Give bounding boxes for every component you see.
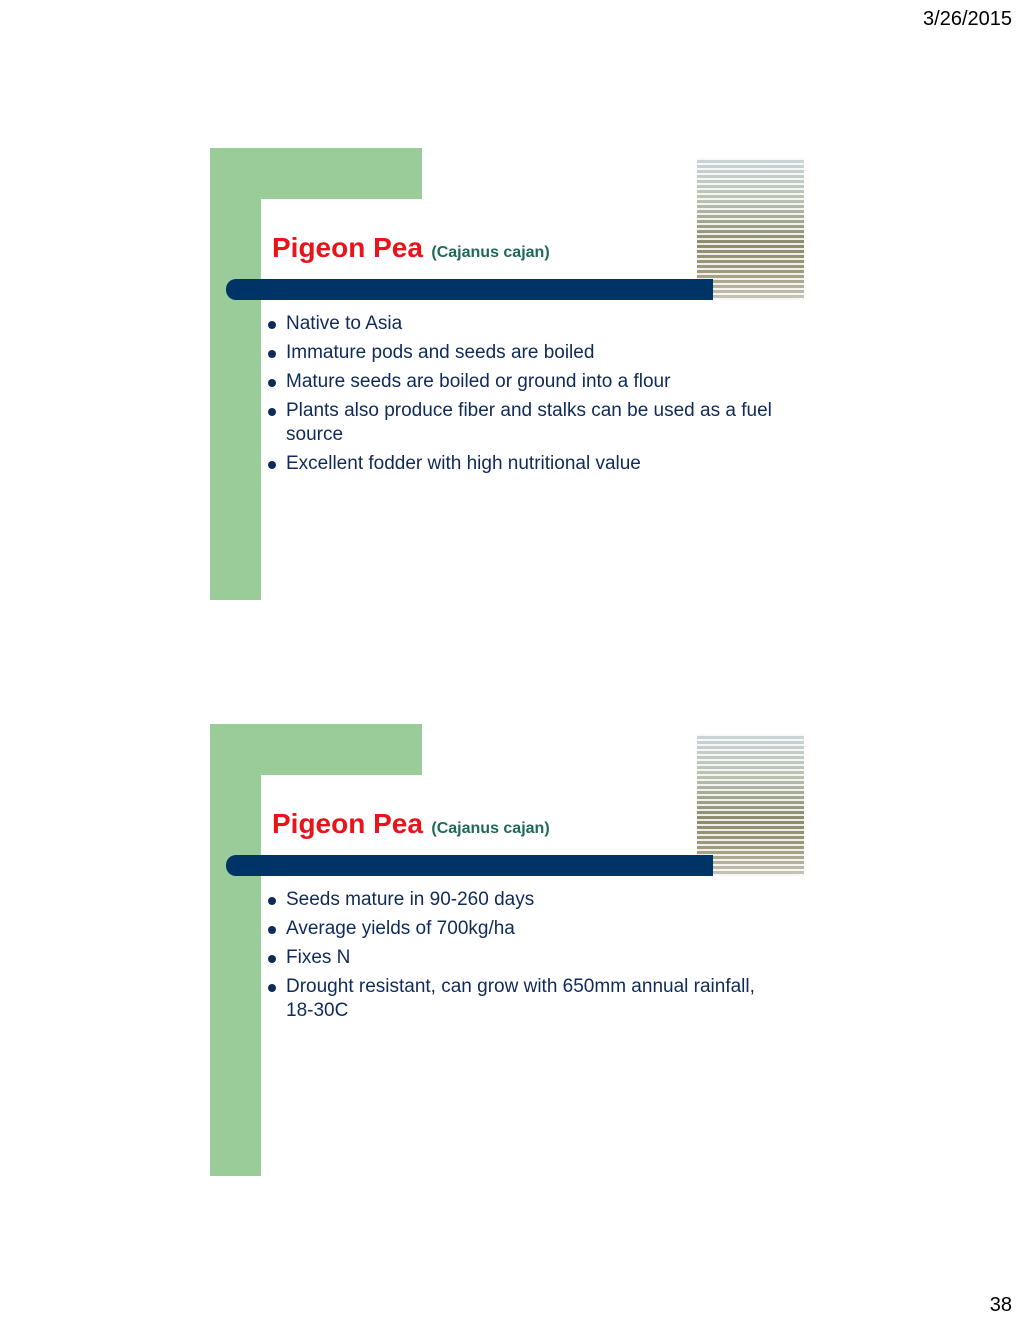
slide-title-main: Pigeon Pea: [272, 808, 423, 839]
bullet-icon: [268, 926, 276, 934]
bullet-item: [266, 341, 786, 365]
bullet-text: Mature seeds are boiled or ground into a flour: [286, 371, 671, 392]
bullet-list: [266, 888, 786, 1028]
bullet-text: Immature pods and seeds are boiled: [286, 342, 595, 363]
bullet-item: [266, 399, 786, 447]
slide-title-scientific-name: (Cajanus cajan): [431, 820, 550, 837]
slide-title-scientific-name: (Cajanus cajan): [431, 244, 550, 261]
page-number: 38: [989, 1294, 1012, 1316]
bullet-icon: [268, 408, 276, 416]
bullet-item: [266, 370, 786, 394]
bullet-item: [266, 946, 786, 970]
pigeon-pea-photo: [697, 734, 804, 876]
bullet-item: [266, 975, 786, 1023]
bullet-text: Average yields of 700kg/ha: [286, 918, 515, 939]
title-underline-bar: [226, 855, 713, 876]
bullet-icon: [268, 321, 276, 329]
bullet-text: Excellent fodder with high nutritional value: [286, 453, 641, 474]
title-underline-bar: [226, 279, 713, 300]
green-top-block: [210, 724, 422, 775]
slide-title: [272, 808, 550, 840]
bullet-icon: [268, 350, 276, 358]
bullet-text: Drought resistant, can grow with 650mm annual rainfall, 18-30C: [286, 976, 755, 1021]
bullet-item: [266, 917, 786, 941]
bullet-icon: [268, 955, 276, 963]
green-top-block: [210, 148, 422, 199]
bullet-item: [266, 312, 786, 336]
pigeon-pea-photo: [697, 158, 804, 300]
bullet-text: Plants also produce fiber and stalks can be used as a fuel source: [286, 400, 772, 445]
green-side-bar: [210, 148, 261, 600]
green-side-bar: [210, 724, 261, 1176]
slide-title: [272, 232, 550, 264]
page-date: 3/26/2015: [923, 8, 1012, 30]
bullet-icon: [268, 984, 276, 992]
slide-1: [210, 148, 810, 600]
bullet-list: [266, 312, 786, 481]
bullet-item: [266, 452, 786, 476]
bullet-text: Native to Asia: [286, 313, 403, 334]
bullet-icon: [268, 379, 276, 387]
bullet-text: Seeds mature in 90-260 days: [286, 889, 535, 910]
bullet-item: [266, 888, 786, 912]
bullet-icon: [268, 461, 276, 469]
slide-title-main: Pigeon Pea: [272, 232, 423, 263]
bullet-icon: [268, 897, 276, 905]
slide-2: [210, 724, 810, 1176]
bullet-text: Fixes N: [286, 947, 351, 968]
